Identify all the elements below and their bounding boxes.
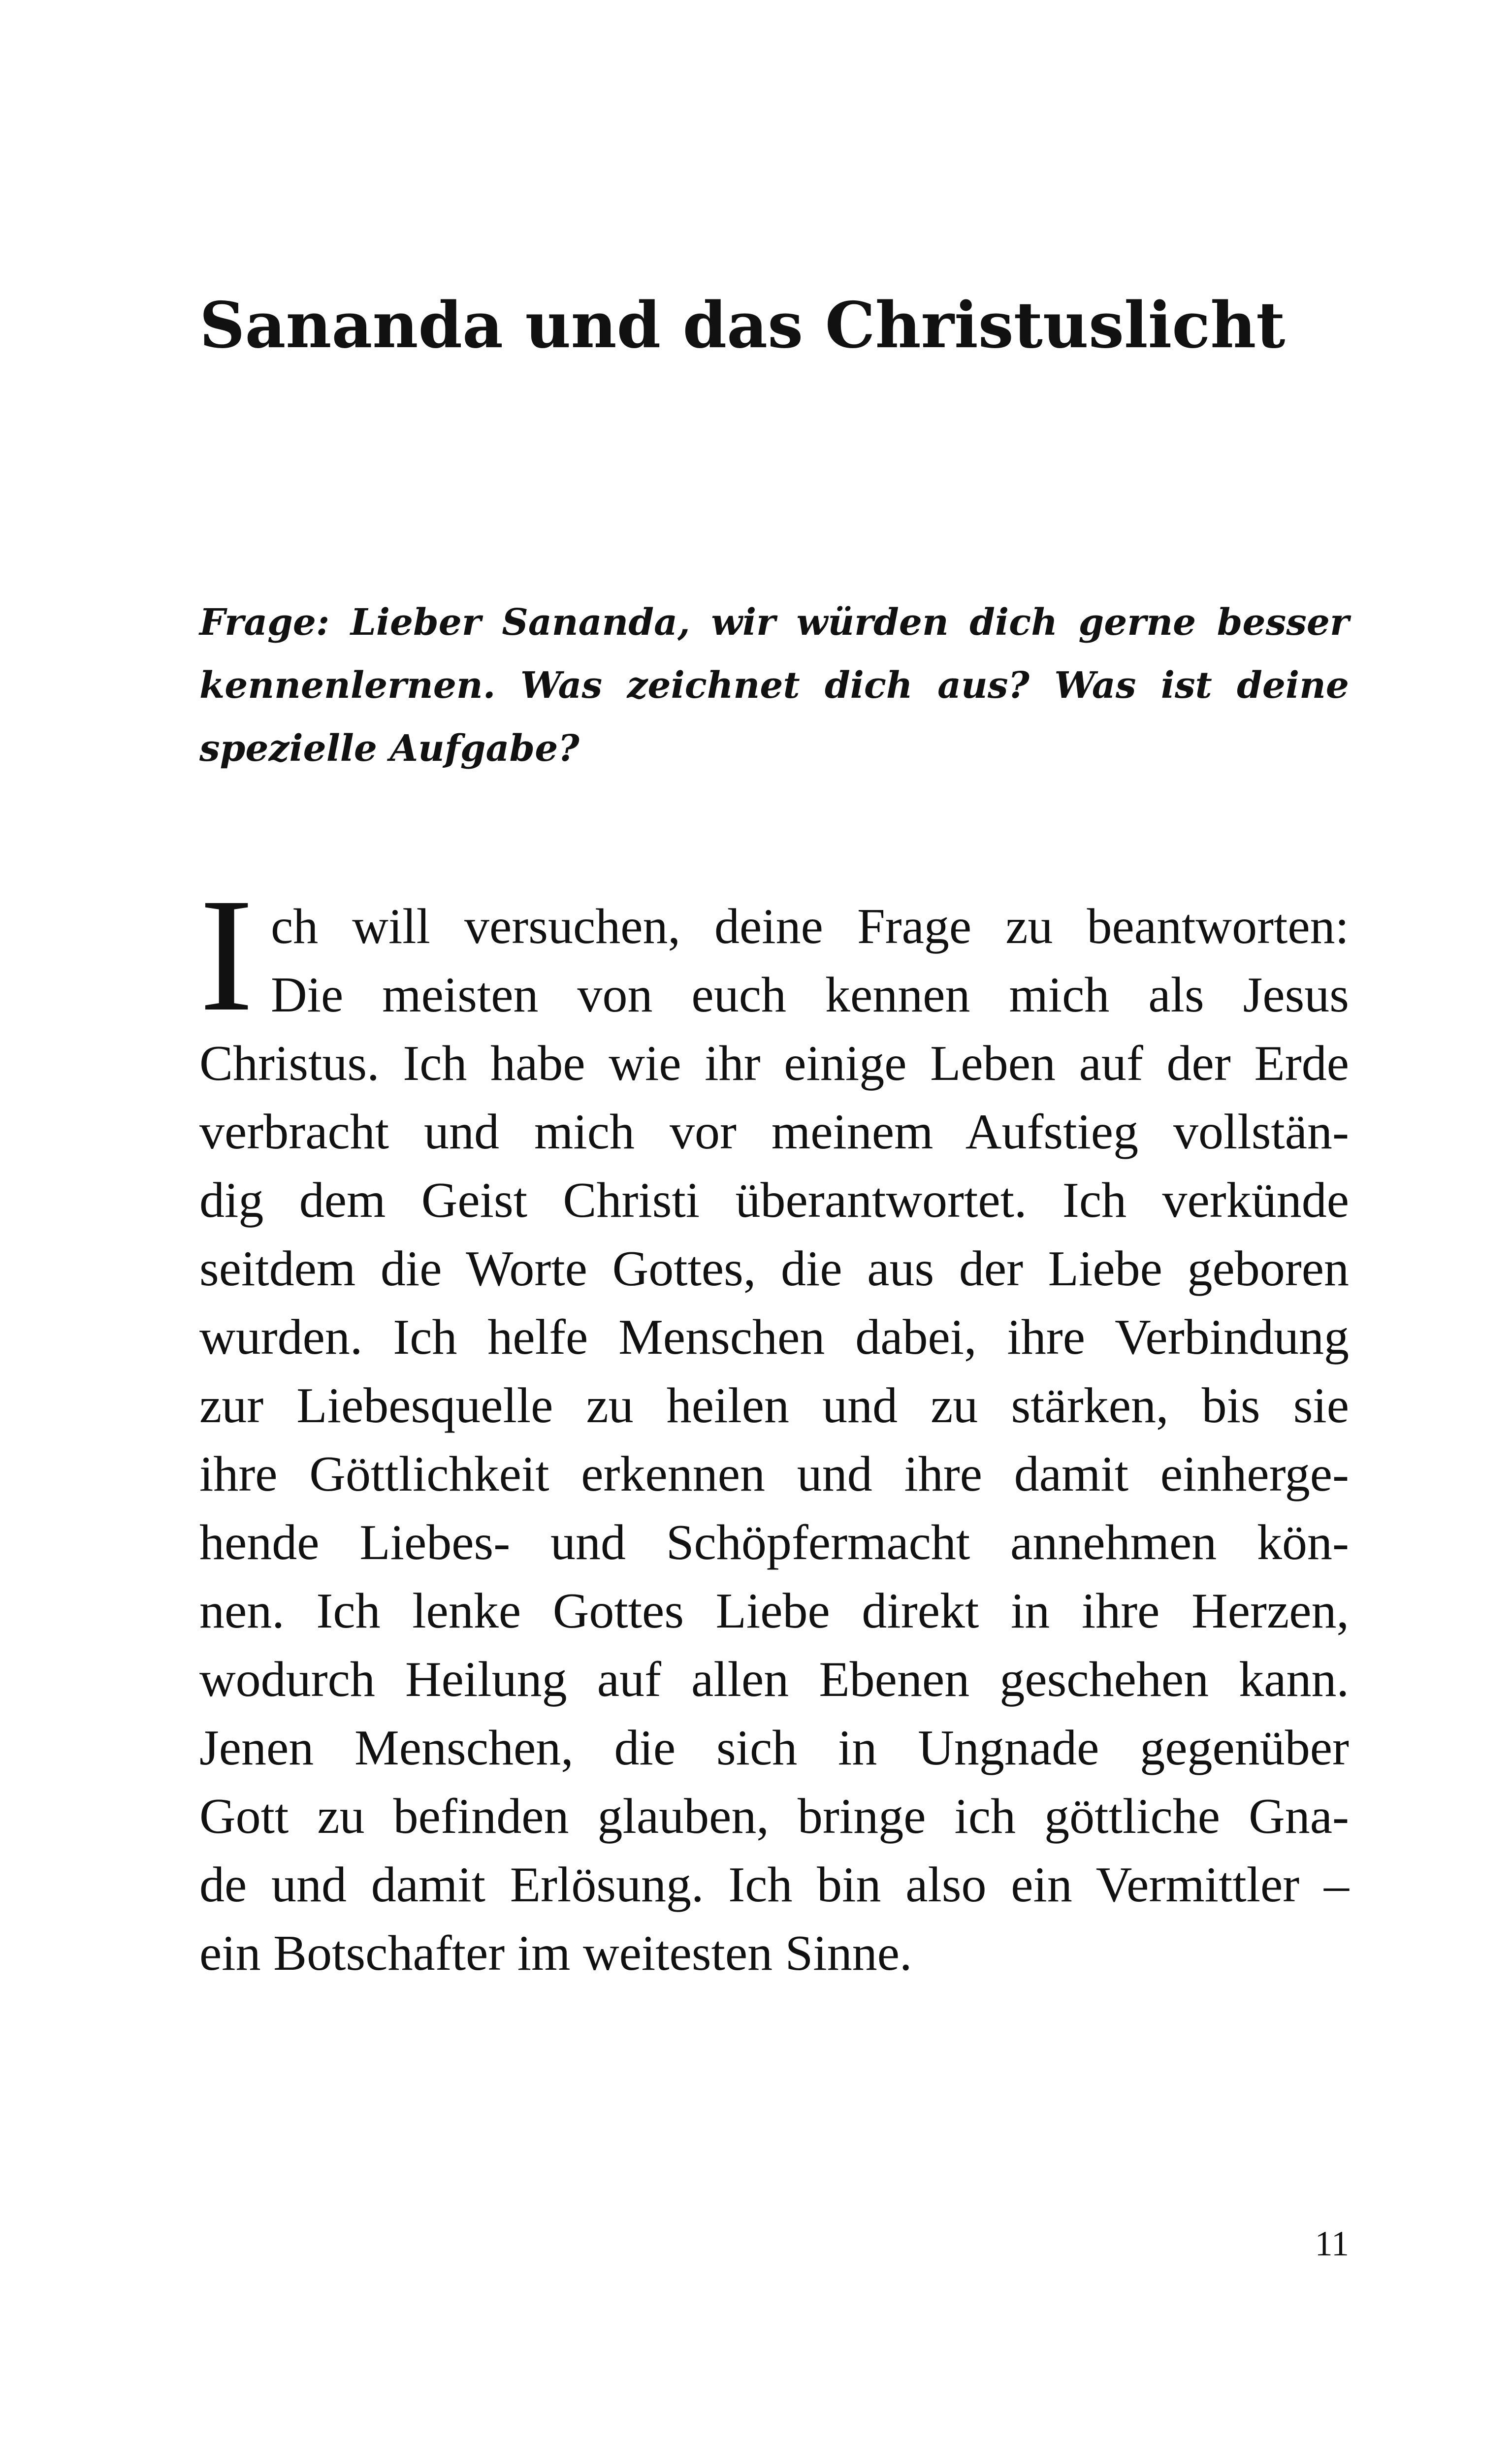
question-line: spezielle Aufgabe? bbox=[199, 727, 579, 770]
answer-line: seitdem die Worte Gottes, die aus der Liebe geboren bbox=[199, 1241, 1349, 1297]
answer-line: wodurch Heilung auf allen Ebenen geschehen kann. bbox=[199, 1652, 1349, 1707]
answer-line: Christus. Ich habe wie ihr einige Leben auf der Erde bbox=[199, 1036, 1349, 1091]
answer-line: de und damit Erlösung. Ich bin also ein Vermittler – bbox=[199, 1857, 1349, 1913]
answer-line: dig dem Geist Christi überantwortet. Ich verkünde bbox=[199, 1173, 1349, 1228]
answer-line: wurden. Ich helfe Menschen dabei, ihre Verbindung bbox=[199, 1309, 1349, 1365]
question-line: Frage: Lieber Sananda, wir würden dich gerne besser bbox=[199, 601, 1349, 644]
answer-line: Die meisten von euch kennen mich als Jesus bbox=[271, 967, 1349, 1023]
answer-line: zur Liebesquelle zu heilen und zu stärken, bis sie bbox=[199, 1378, 1349, 1433]
answer-line: Jenen Menschen, die sich in Ungnade gegenüber bbox=[199, 1720, 1349, 1776]
page-number: 11 bbox=[1315, 2224, 1349, 2263]
answer-paragraph bbox=[199, 892, 1349, 1987]
question-line: kennenlernen. Was zeichnet dich aus? Was ist deine bbox=[199, 664, 1349, 707]
drop-cap: I bbox=[199, 865, 254, 1045]
question-paragraph bbox=[199, 591, 1349, 780]
chapter-title: Sananda und das Christuslicht bbox=[199, 289, 1286, 362]
answer-line: ch will versuchen, deine Frage zu beantworten: bbox=[271, 899, 1349, 954]
answer-line: Gott zu befinden glauben, bringe ich göttliche Gna- bbox=[199, 1789, 1349, 1844]
answer-line: ein Botschafter im weitesten Sinne. bbox=[199, 1925, 912, 1981]
answer-line: hende Liebes- und Schöpfermacht annehmen kön- bbox=[199, 1515, 1349, 1570]
answer-line: ihre Göttlichkeit erkennen und ihre damit einherge- bbox=[199, 1446, 1349, 1502]
answer-line: nen. Ich lenke Gottes Liebe direkt in ihre Herzen, bbox=[199, 1583, 1349, 1639]
answer-line: verbracht und mich vor meinem Aufstieg vollstän- bbox=[199, 1104, 1349, 1160]
